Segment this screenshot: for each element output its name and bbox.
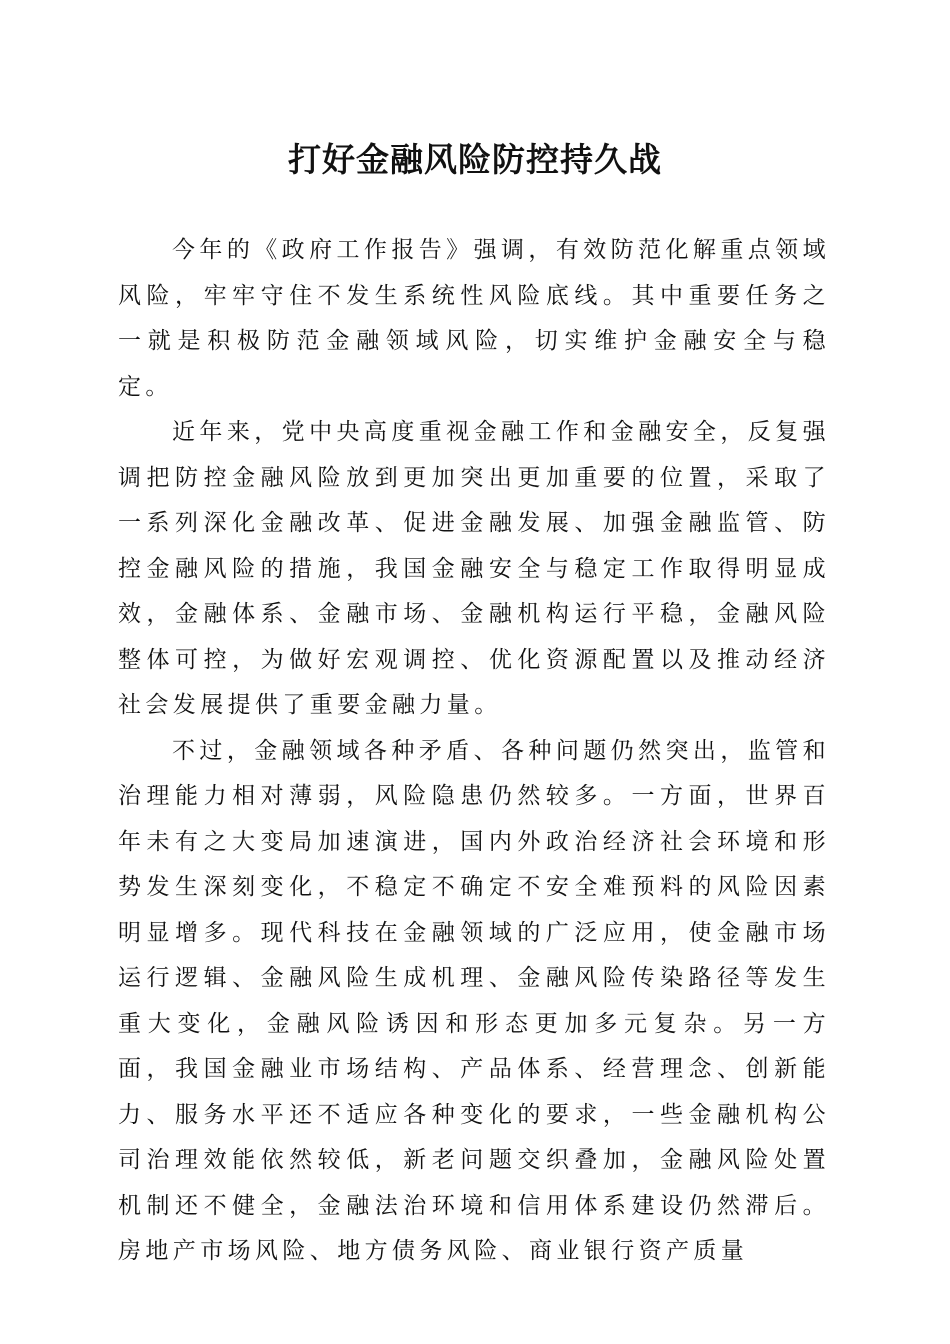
paragraph-1: 今年的《政府工作报告》强调，有效防范化解重点领域风险，牢牢守住不发生系统性风险底线。其中重要任务之一就是积极防范金融领域风险，切实维护金融安全与稳定。 (118, 237, 830, 400)
paragraph-2: 近年来，党中央高度重视金融工作和金融安全，反复强调把防控金融风险放到更加突出更加重要的位置，采取了一系列深化金融改革、促进金融发展、加强金融监管、防控金融风险的措施，我国金融安全与稳定工作取得明显成效，金融体系、金融市场、金融机构运行平稳，金融风险整体可控，为做好宏观调控、优化资源配置以及推动经济社会发展提供了重要金融力量。 (118, 419, 830, 718)
document-body (118, 228, 830, 1275)
paragraph-3: 不过，金融领域各种矛盾、各种问题仍然突出，监管和治理能力相对薄弱，风险隐患仍然较多。一方面，世界百年未有之大变局加速演进，国内外政治经济社会环境和形势发生深刻变化，不稳定不确定不安全难预料的风险因素明显增多。现代科技在金融领域的广泛应用，使金融市场运行逻辑、金融风险生成机理、金融风险传染路径等发生重大变化，金融风险诱因和形态更加多元复杂。另一方面，我国金融业市场结构、产品体系、经营理念、创新能力、服务水平还不适应各种变化的要求，一些金融机构公司治理效能依然较低，新老问题交织叠加，金融风险处置机制还不健全，金融法治环境和信用体系建设仍然滞后。房地产市场风险、地方债务风险、商业银行资产质量 (118, 737, 830, 1264)
document-title: 打好金融风险防控持久战 (288, 140, 662, 179)
